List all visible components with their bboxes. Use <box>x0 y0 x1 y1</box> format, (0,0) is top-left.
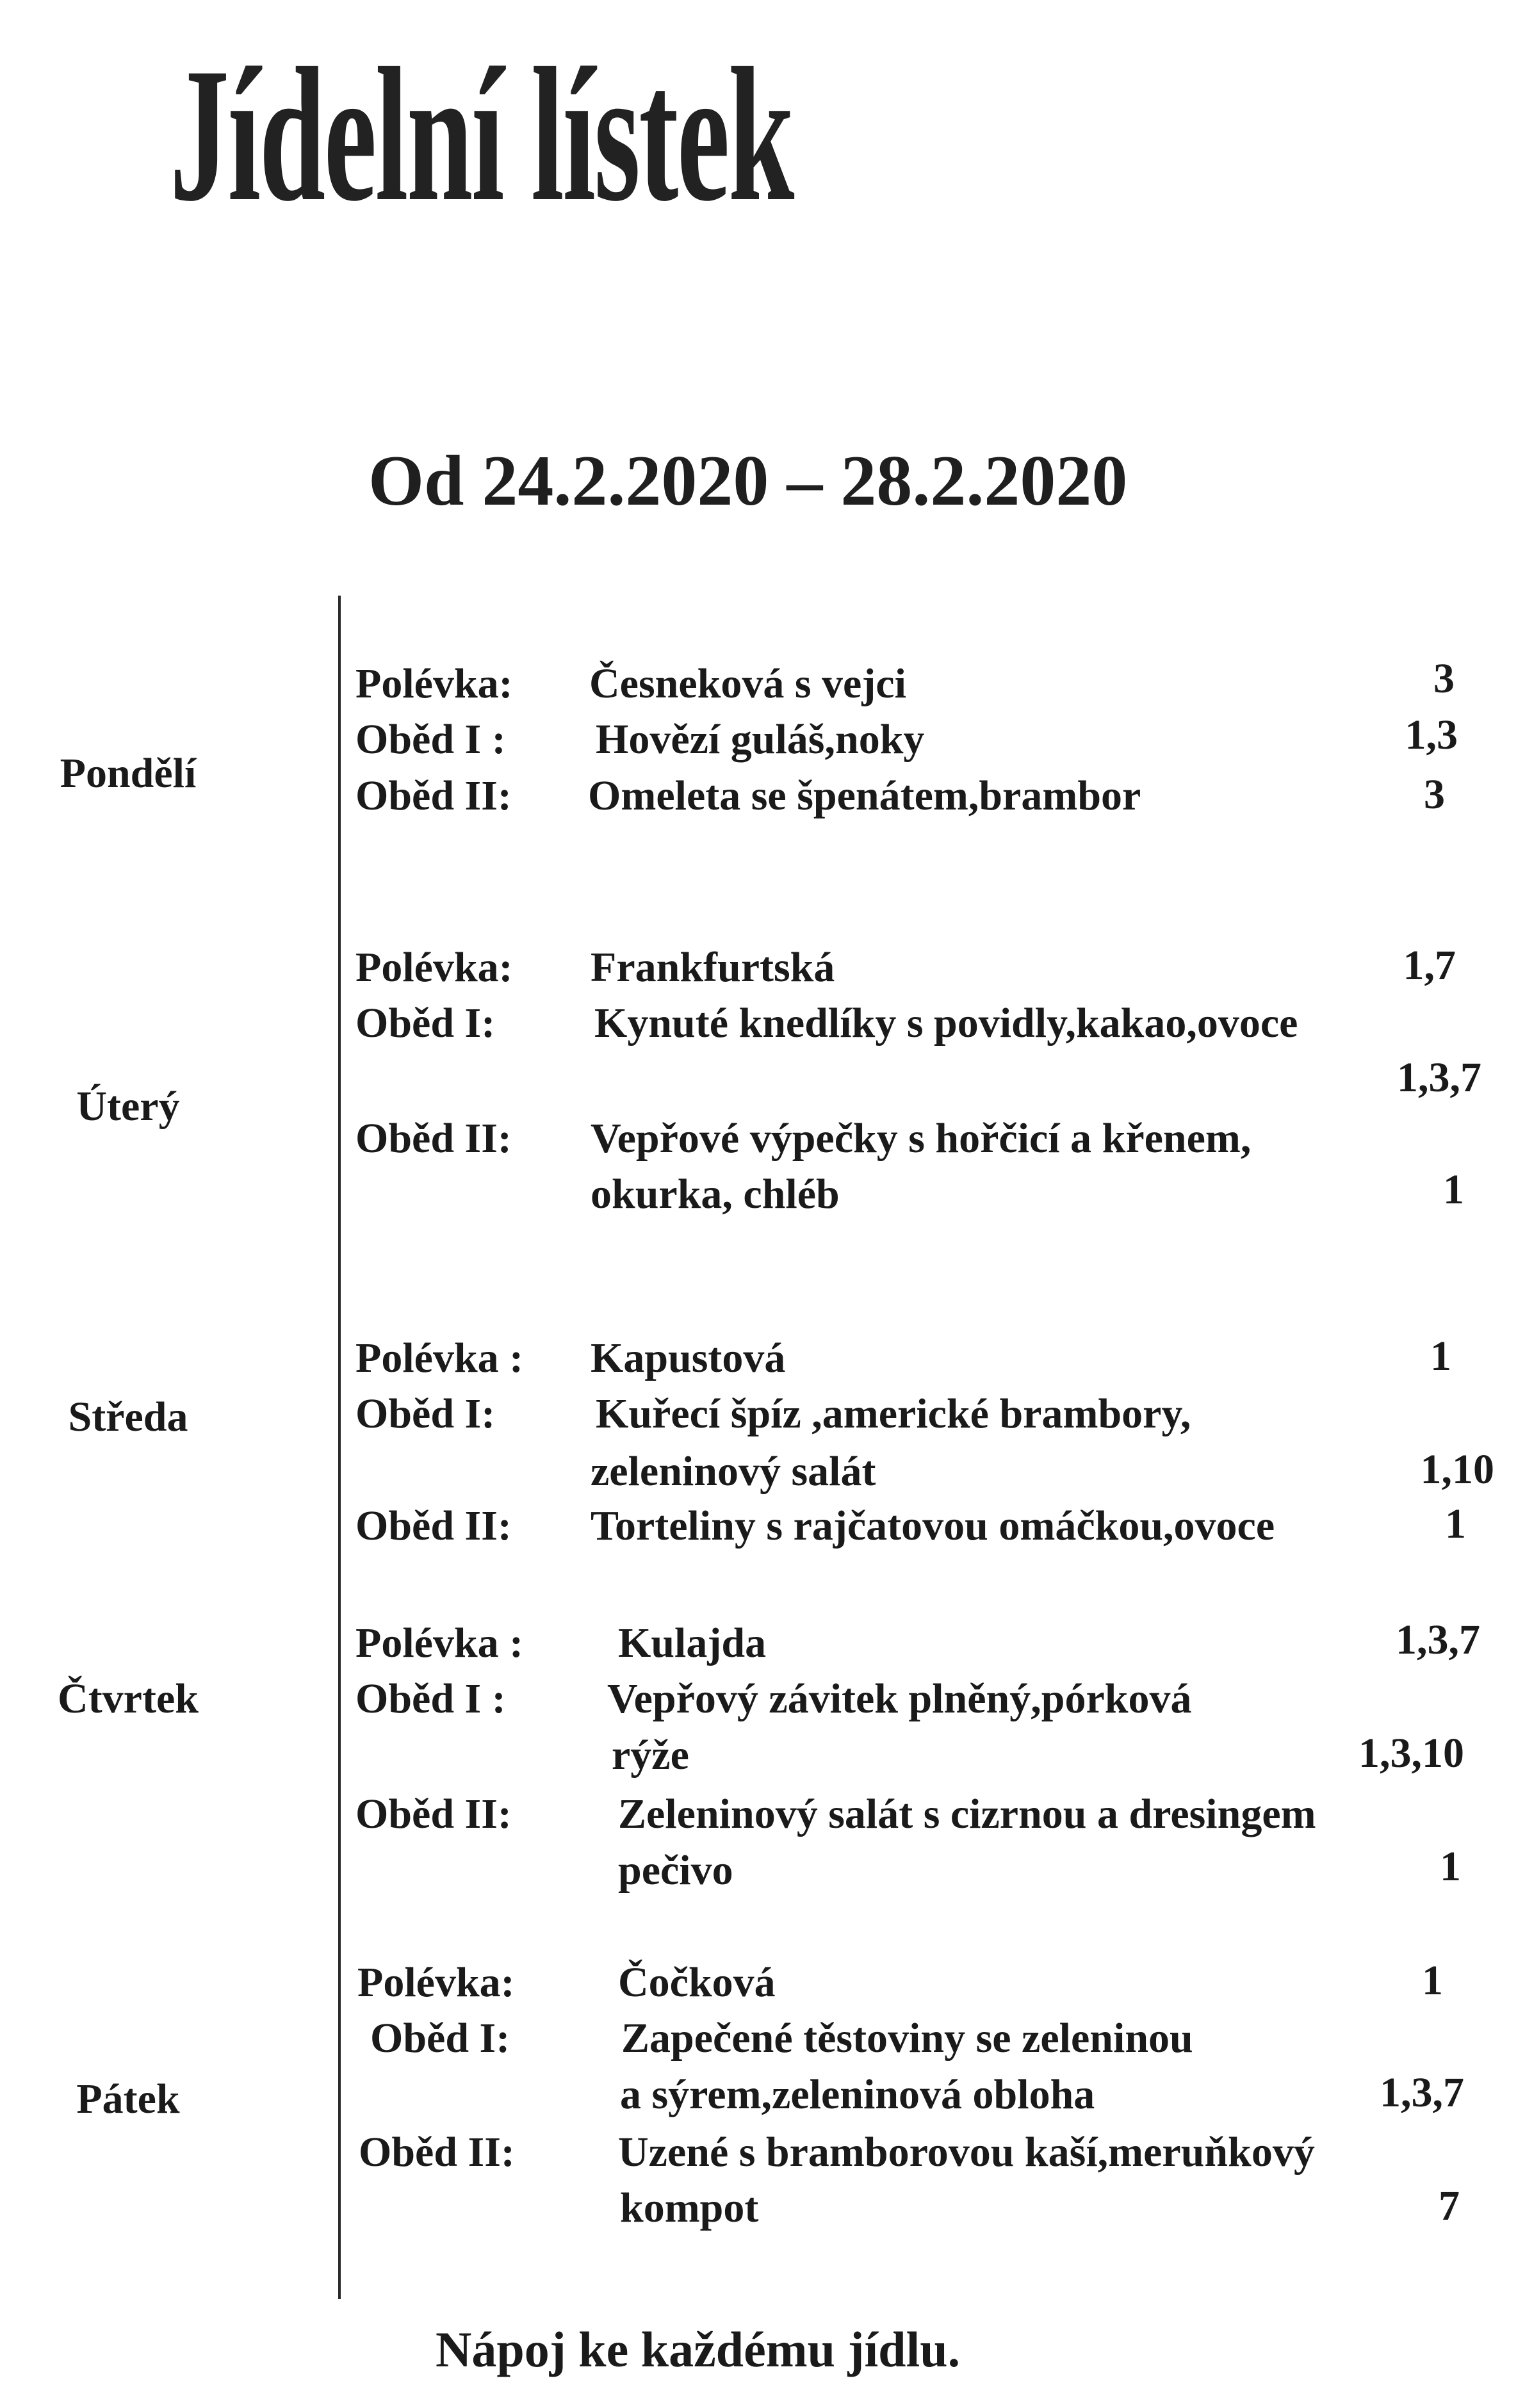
day-label-wednesday: Středa <box>68 1394 188 1440</box>
meal-label: Oběd I: <box>370 2015 510 2062</box>
meal-dish: Kuřecí špíz ,americké brambory, <box>596 1390 1191 1437</box>
meal-label: Oběd II: <box>355 1115 512 1162</box>
column-divider <box>338 596 341 2299</box>
meal-allergens: 1,3,7 <box>1397 1054 1481 1101</box>
meal-label: Polévka: <box>355 944 513 991</box>
day-label-friday: Pátek <box>76 2076 180 2122</box>
meal-dish: Hovězí guláš,noky <box>596 716 925 763</box>
meal-dish: Kynuté knedlíky s povidly,kakao,ovoce <box>594 1000 1298 1046</box>
meal-allergens: 3 <box>1433 655 1455 702</box>
meal-allergens: 1 <box>1440 1843 1461 1890</box>
footer-note: Nápoj ke každému jídlu. <box>436 2322 961 2377</box>
day-label-tuesday: Úterý <box>76 1083 180 1130</box>
meal-label: Polévka : <box>355 1620 524 1666</box>
meal-dish: Omeleta se špenátem,brambor <box>588 772 1141 819</box>
meal-allergens: 1,3 <box>1405 712 1458 758</box>
meal-dish: Čočková <box>618 1959 776 2006</box>
meal-dish: Kulajda <box>618 1620 767 1666</box>
meal-allergens: 1 <box>1422 1957 1443 2004</box>
meal-dish: Uzené s bramborovou kaší,meruňkový <box>618 2129 1315 2176</box>
meal-dish: Zeleninový salát s cizrnou a dresingem <box>618 1791 1316 1837</box>
meal-label: Oběd I : <box>355 716 506 763</box>
day-label-thursday: Čtvrtek <box>58 1675 199 1722</box>
meal-label: Oběd II: <box>359 2129 515 2176</box>
meal-label: Oběd I : <box>355 1675 506 1722</box>
meal-allergens: 1 <box>1445 1501 1466 1547</box>
meal-dish-continued: kompot <box>620 2184 759 2231</box>
meal-dish: Česneková s vejci <box>589 660 906 707</box>
meal-allergens: 1,3,7 <box>1380 2069 1464 2116</box>
meal-dish: Zapečené těstoviny se zeleninou <box>621 2015 1193 2062</box>
meal-allergens: 7 <box>1439 2183 1460 2229</box>
meal-allergens: 3 <box>1424 771 1445 818</box>
day-label-monday: Pondělí <box>60 750 197 797</box>
meal-dish: Torteliny s rajčatovou omáčkou,ovoce <box>591 1502 1275 1549</box>
meal-label: Oběd II: <box>355 1791 512 1837</box>
menu-title: Jídelní lístek <box>170 28 793 241</box>
meal-dish-continued: pečivo <box>618 1847 733 1894</box>
meal-allergens: 1 <box>1430 1333 1451 1379</box>
meal-label: Oběd I: <box>355 1390 496 1437</box>
meal-dish-continued: zeleninový salát <box>591 1448 876 1495</box>
meal-dish-continued: a sýrem,zeleninová obloha <box>620 2071 1095 2118</box>
meal-dish-continued: rýže <box>612 1732 689 1778</box>
meal-label: Oběd II: <box>355 1502 512 1549</box>
meal-dish: Vepřový závitek plněný,pórková <box>607 1675 1192 1722</box>
meal-label: Polévka: <box>357 1959 515 2006</box>
meal-allergens: 1 <box>1443 1166 1464 1213</box>
meal-label: Oběd I: <box>355 1000 496 1046</box>
meal-allergens: 1,3,7 <box>1396 1616 1480 1663</box>
meal-allergens: 1,7 <box>1403 942 1456 989</box>
meal-label: Polévka : <box>355 1335 524 1381</box>
meal-dish: Vepřové výpečky s hořčicí a křenem, <box>591 1115 1252 1162</box>
meal-dish: Frankfurtská <box>591 944 835 991</box>
meal-allergens: 1,3,10 <box>1358 1730 1464 1777</box>
meal-label: Polévka: <box>355 660 513 707</box>
meal-dish-continued: okurka, chléb <box>591 1171 840 1217</box>
meal-label: Oběd II: <box>355 772 512 819</box>
date-range: Od 24.2.2020 – 28.2.2020 <box>368 441 1128 521</box>
meal-allergens: 1,10 <box>1420 1446 1494 1493</box>
meal-dish: Kapustová <box>591 1335 786 1381</box>
